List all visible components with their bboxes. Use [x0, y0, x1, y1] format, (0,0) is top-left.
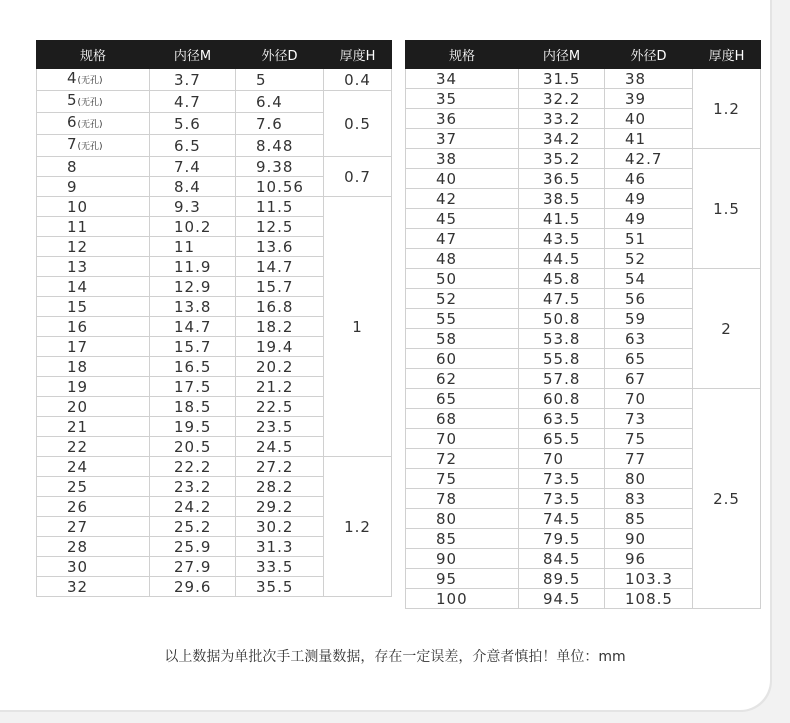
cell-spec: [406, 529, 519, 549]
cell-inner-diameter: 24.2: [150, 497, 236, 517]
spec-value: 30: [67, 557, 89, 576]
spec-value: 16: [67, 317, 89, 336]
cell-spec: [37, 577, 150, 597]
spec-value: 28: [67, 537, 89, 556]
spec-value: 19: [67, 377, 89, 396]
cell-spec: [37, 557, 150, 577]
cell-spec: [37, 317, 150, 337]
cell-spec: [37, 477, 150, 497]
cell-thickness: 1.5: [693, 149, 761, 269]
table-row: [37, 91, 392, 113]
cell-spec: [37, 217, 150, 237]
cell-spec: [406, 569, 519, 589]
spec-value: 6: [67, 113, 78, 131]
cell-inner-diameter: 17.5: [150, 377, 236, 397]
spec-value: 12: [67, 237, 89, 256]
cell-inner-diameter: 19.5: [150, 417, 236, 437]
cell-spec: [406, 169, 519, 189]
spec-value: 7: [67, 135, 78, 153]
spec-value: 8: [67, 157, 78, 176]
spec-value: 36: [436, 109, 458, 128]
spec-value: 80: [436, 509, 458, 528]
cell-inner-diameter: 60.8: [519, 389, 605, 409]
cell-outer-diameter: 14.7: [236, 257, 324, 277]
cell-outer-diameter: 11.5: [236, 197, 324, 217]
no-hole-note: (无孔): [77, 142, 103, 152]
cell-outer-diameter: 10.56: [236, 177, 324, 197]
cell-inner-diameter: 6.5: [150, 135, 236, 157]
header-outer-diameter: 外径D: [236, 41, 324, 69]
header-inner-diameter: 内径M: [150, 41, 236, 69]
cell-inner-diameter: 11: [150, 237, 236, 257]
cell-outer-diameter: 29.2: [236, 497, 324, 517]
cell-thickness: 1.2: [324, 457, 392, 597]
cell-outer-diameter: 8.48: [236, 135, 324, 157]
cell-outer-diameter: 49: [605, 189, 693, 209]
spec-value: 70: [436, 429, 458, 448]
cell-spec: [37, 197, 150, 217]
cell-inner-diameter: 18.5: [150, 397, 236, 417]
no-hole-note: (无孔): [77, 98, 103, 108]
cell-spec: [37, 357, 150, 377]
cell-outer-diameter: 27.2: [236, 457, 324, 477]
cell-inner-diameter: 55.8: [519, 349, 605, 369]
cell-inner-diameter: 34.2: [519, 129, 605, 149]
cell-outer-diameter: 59: [605, 309, 693, 329]
cell-thickness: 0.5: [324, 91, 392, 157]
spec-value: 15: [67, 297, 89, 316]
cell-thickness: 1: [324, 197, 392, 457]
table-row: [406, 69, 761, 89]
spec-value: 90: [436, 549, 458, 568]
table-row: [37, 197, 392, 217]
cell-inner-diameter: 14.7: [150, 317, 236, 337]
cell-inner-diameter: 4.7: [150, 91, 236, 113]
cell-inner-diameter: 27.9: [150, 557, 236, 577]
cell-spec: [37, 277, 150, 297]
cell-inner-diameter: 8.4: [150, 177, 236, 197]
cell-inner-diameter: 15.7: [150, 337, 236, 357]
spec-value: 68: [436, 409, 458, 428]
cell-spec: [406, 449, 519, 469]
cell-outer-diameter: 22.5: [236, 397, 324, 417]
cell-outer-diameter: 103.3: [605, 569, 693, 589]
cell-outer-diameter: 75: [605, 429, 693, 449]
spec-value: 47: [436, 229, 458, 248]
spec-value: 50: [436, 269, 458, 288]
cell-inner-diameter: 53.8: [519, 329, 605, 349]
cell-inner-diameter: 7.4: [150, 157, 236, 177]
cell-inner-diameter: 74.5: [519, 509, 605, 529]
spec-value: 95: [436, 569, 458, 588]
cell-spec: [37, 417, 150, 437]
cell-spec: [37, 337, 150, 357]
spec-value: 85: [436, 529, 458, 548]
cell-outer-diameter: 7.6: [236, 113, 324, 135]
cell-outer-diameter: 54: [605, 269, 693, 289]
cell-spec: [37, 91, 150, 113]
cell-thickness: 1.2: [693, 69, 761, 149]
cell-inner-diameter: 65.5: [519, 429, 605, 449]
spec-value: 5: [67, 91, 78, 109]
cell-inner-diameter: 50.8: [519, 309, 605, 329]
cell-inner-diameter: 73.5: [519, 489, 605, 509]
spec-value: 11: [67, 217, 89, 236]
cell-spec: [406, 329, 519, 349]
spec-value: 13: [67, 257, 89, 276]
cell-inner-diameter: 23.2: [150, 477, 236, 497]
spec-value: 60: [436, 349, 458, 368]
cell-spec: [37, 537, 150, 557]
cell-spec: [406, 249, 519, 269]
spec-value: 27: [67, 517, 89, 536]
cell-outer-diameter: 67: [605, 369, 693, 389]
spec-value: 75: [436, 469, 458, 488]
table-body: [406, 69, 761, 609]
cell-spec: [37, 157, 150, 177]
cell-outer-diameter: 13.6: [236, 237, 324, 257]
cell-inner-diameter: 16.5: [150, 357, 236, 377]
cell-outer-diameter: 35.5: [236, 577, 324, 597]
cell-outer-diameter: 73: [605, 409, 693, 429]
cell-spec: [406, 309, 519, 329]
spec-value: 100: [436, 589, 468, 608]
spec-value: 45: [436, 209, 458, 228]
cell-outer-diameter: 90: [605, 529, 693, 549]
cell-thickness: 0.4: [324, 69, 392, 91]
cell-spec: [406, 89, 519, 109]
no-hole-note: (无孔): [77, 76, 103, 86]
header-thickness: 厚度H: [693, 41, 761, 69]
cell-outer-diameter: 52: [605, 249, 693, 269]
cell-outer-diameter: 96: [605, 549, 693, 569]
cell-spec: [406, 369, 519, 389]
cell-spec: [406, 289, 519, 309]
header-inner-diameter: 内径M: [519, 41, 605, 69]
spec-value: 55: [436, 309, 458, 328]
cell-outer-diameter: 19.4: [236, 337, 324, 357]
cell-outer-diameter: 42.7: [605, 149, 693, 169]
cell-spec: [406, 589, 519, 609]
cell-outer-diameter: 108.5: [605, 589, 693, 609]
cell-inner-diameter: 9.3: [150, 197, 236, 217]
cell-inner-diameter: 10.2: [150, 217, 236, 237]
cell-inner-diameter: 13.8: [150, 297, 236, 317]
cell-inner-diameter: 94.5: [519, 589, 605, 609]
cell-spec: [406, 549, 519, 569]
cell-outer-diameter: 77: [605, 449, 693, 469]
spec-value: 38: [436, 149, 458, 168]
header-thickness: 厚度H: [324, 41, 392, 69]
cell-inner-diameter: 44.5: [519, 249, 605, 269]
measurement-note: 以上数据为单批次手工测量数据，存在一定误差，介意者慎拍！单位：mm: [164, 649, 626, 665]
cell-inner-diameter: 3.7: [150, 69, 236, 91]
cell-outer-diameter: 21.2: [236, 377, 324, 397]
spec-value: 14: [67, 277, 89, 296]
spec-value: 21: [67, 417, 89, 436]
spec-value: 34: [436, 69, 458, 88]
cell-spec: [37, 297, 150, 317]
size-table-left: [36, 40, 392, 597]
spec-value: 25: [67, 477, 89, 496]
table-row: [37, 69, 392, 91]
cell-spec: [406, 189, 519, 209]
spec-value: 35: [436, 89, 458, 108]
spec-value: 32: [67, 577, 89, 596]
table-row: [37, 157, 392, 177]
cell-inner-diameter: 29.6: [150, 577, 236, 597]
cell-spec: [37, 237, 150, 257]
header-spec: 规格: [37, 41, 150, 69]
cell-outer-diameter: 70: [605, 389, 693, 409]
cell-spec: [37, 397, 150, 417]
cell-inner-diameter: 63.5: [519, 409, 605, 429]
table-header-row: [37, 41, 392, 69]
table-header-row: [406, 41, 761, 69]
cell-outer-diameter: 18.2: [236, 317, 324, 337]
cell-inner-diameter: 36.5: [519, 169, 605, 189]
cell-spec: [406, 149, 519, 169]
cell-spec: [406, 209, 519, 229]
cell-inner-diameter: 47.5: [519, 289, 605, 309]
header-spec: 规格: [406, 41, 519, 69]
cell-spec: [406, 429, 519, 449]
cell-spec: [37, 177, 150, 197]
cell-inner-diameter: 12.9: [150, 277, 236, 297]
cell-outer-diameter: 40: [605, 109, 693, 129]
cell-outer-diameter: 85: [605, 509, 693, 529]
cell-inner-diameter: 25.2: [150, 517, 236, 537]
cell-outer-diameter: 49: [605, 209, 693, 229]
cell-outer-diameter: 23.5: [236, 417, 324, 437]
cell-thickness: 2.5: [693, 389, 761, 609]
cell-inner-diameter: 5.6: [150, 113, 236, 135]
cell-inner-diameter: 31.5: [519, 69, 605, 89]
spec-value: 18: [67, 357, 89, 376]
cell-thickness: 0.7: [324, 157, 392, 197]
cell-thickness: 2: [693, 269, 761, 389]
spec-value: 37: [436, 129, 458, 148]
no-hole-note: (无孔): [77, 120, 103, 130]
cell-spec: [37, 377, 150, 397]
spec-value: 26: [67, 497, 89, 516]
cell-inner-diameter: 41.5: [519, 209, 605, 229]
cell-inner-diameter: 32.2: [519, 89, 605, 109]
cell-outer-diameter: 83: [605, 489, 693, 509]
cell-inner-diameter: 25.9: [150, 537, 236, 557]
cell-outer-diameter: 15.7: [236, 277, 324, 297]
spec-value: 58: [436, 329, 458, 348]
cell-inner-diameter: 79.5: [519, 529, 605, 549]
spec-value: 42: [436, 189, 458, 208]
cell-inner-diameter: 11.9: [150, 257, 236, 277]
cell-spec: [406, 409, 519, 429]
spec-value: 9: [67, 177, 78, 196]
cell-spec: [406, 109, 519, 129]
cell-outer-diameter: 41: [605, 129, 693, 149]
cell-spec: [37, 257, 150, 277]
cell-inner-diameter: 33.2: [519, 109, 605, 129]
cell-outer-diameter: 63: [605, 329, 693, 349]
cell-inner-diameter: 35.2: [519, 149, 605, 169]
cell-inner-diameter: 20.5: [150, 437, 236, 457]
cell-outer-diameter: 38: [605, 69, 693, 89]
cell-inner-diameter: 43.5: [519, 229, 605, 249]
cell-spec: [406, 349, 519, 369]
cell-inner-diameter: 84.5: [519, 549, 605, 569]
cell-outer-diameter: 12.5: [236, 217, 324, 237]
cell-spec: [37, 437, 150, 457]
cell-inner-diameter: 70: [519, 449, 605, 469]
table-body: [37, 69, 392, 597]
spec-value: 52: [436, 289, 458, 308]
table-row: [406, 269, 761, 289]
cell-spec: [406, 509, 519, 529]
spec-value: 40: [436, 169, 458, 188]
cell-inner-diameter: 73.5: [519, 469, 605, 489]
spec-value: 22: [67, 437, 89, 456]
cell-spec: [406, 489, 519, 509]
cell-outer-diameter: 56: [605, 289, 693, 309]
cell-spec: [406, 469, 519, 489]
cell-outer-diameter: 9.38: [236, 157, 324, 177]
table-row: [406, 149, 761, 169]
cell-spec: [406, 129, 519, 149]
cell-outer-diameter: 65: [605, 349, 693, 369]
cell-spec: [37, 69, 150, 91]
cell-spec: [37, 135, 150, 157]
cell-spec: [406, 269, 519, 289]
cell-inner-diameter: 45.8: [519, 269, 605, 289]
spec-value: 48: [436, 249, 458, 268]
cell-inner-diameter: 38.5: [519, 189, 605, 209]
cell-outer-diameter: 5: [236, 69, 324, 91]
spec-value: 62: [436, 369, 458, 388]
cell-spec: [406, 69, 519, 89]
cell-outer-diameter: 31.3: [236, 537, 324, 557]
cell-outer-diameter: 80: [605, 469, 693, 489]
spec-value: 72: [436, 449, 458, 468]
cell-outer-diameter: 28.2: [236, 477, 324, 497]
spec-value: 65: [436, 389, 458, 408]
spec-value: 10: [67, 197, 89, 216]
spec-value: 20: [67, 397, 89, 416]
cell-outer-diameter: 6.4: [236, 91, 324, 113]
cell-outer-diameter: 46: [605, 169, 693, 189]
cell-outer-diameter: 24.5: [236, 437, 324, 457]
cell-spec: [37, 497, 150, 517]
spec-value: 17: [67, 337, 89, 356]
cell-spec: [37, 457, 150, 477]
size-table-right: [405, 40, 761, 609]
cell-inner-diameter: 57.8: [519, 369, 605, 389]
cell-spec: [406, 229, 519, 249]
cell-spec: [37, 113, 150, 135]
cell-outer-diameter: 39: [605, 89, 693, 109]
cell-outer-diameter: 51: [605, 229, 693, 249]
spec-value: 78: [436, 489, 458, 508]
table-row: [406, 389, 761, 409]
cell-spec: [406, 389, 519, 409]
cell-outer-diameter: 20.2: [236, 357, 324, 377]
header-outer-diameter: 外径D: [605, 41, 693, 69]
cell-inner-diameter: 22.2: [150, 457, 236, 477]
cell-spec: [37, 517, 150, 537]
cell-outer-diameter: 33.5: [236, 557, 324, 577]
cell-outer-diameter: 30.2: [236, 517, 324, 537]
spec-value: 24: [67, 457, 89, 476]
cell-inner-diameter: 89.5: [519, 569, 605, 589]
table-row: [37, 457, 392, 477]
cell-outer-diameter: 16.8: [236, 297, 324, 317]
spec-value: 4: [67, 69, 78, 87]
